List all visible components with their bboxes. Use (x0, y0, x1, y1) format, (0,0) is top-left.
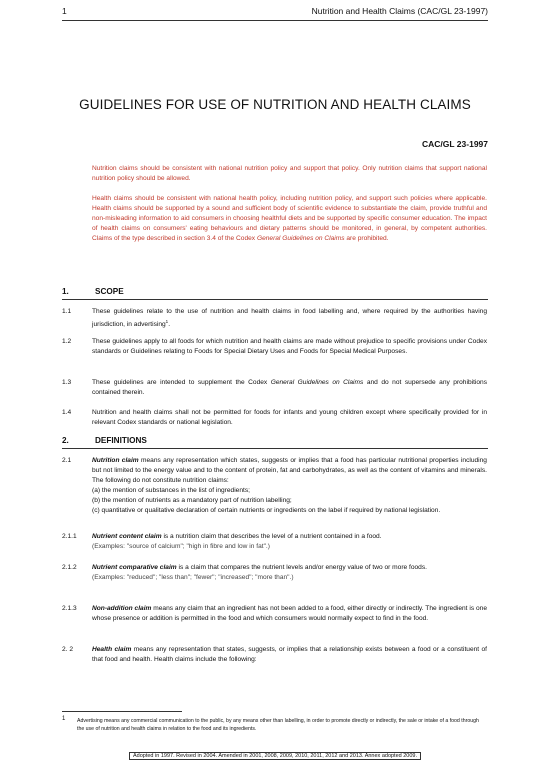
intro-paragraph-1: Nutrition claims should be consistent with national nutrition policy and support that policy. Only nutrition claims that support national nutrition policy should be allowed. (92, 165, 487, 182)
section-title: SCOPE (95, 287, 124, 296)
example-text: (Examples: "source of calcium"; "high in fibre and low in fat".) (92, 543, 270, 550)
section-title: DEFINITIONS (95, 436, 147, 445)
list-item: (b) the mention of nutrients as a mandatory part of nutrition labelling; (92, 497, 292, 504)
document-title: GUIDELINES FOR USE OF NUTRITION AND HEALTH CLAIMS (79, 97, 471, 112)
header-title: Nutrition and Health Claims (CAC/GL 23-1997) (311, 6, 488, 16)
footnote-ref: 1 (165, 319, 169, 324)
intro-paragraph-2: Health claims should be consistent with national health policy, including nutrition policy, and support such policies where applicable. Health claims should be supported by a sound and sufficient body of scientific evidence to substantiate the claim, provide truthful and non-misleading information to aid consumers in choosing healthful diets and be supported by specific consumer education. The impact of health claims on consumers' eating behaviours and dietary patterns should be monitored, in general, by competent authorities. Claims of the type described in section 3.4 of the Codex General Guidelines on Claims are prohibited. (92, 195, 487, 242)
section-heading-scope (62, 287, 488, 300)
footnote (62, 717, 487, 733)
list-item: (a) the mention of substances in the list of ingredients; (92, 487, 250, 494)
running-header (62, 6, 488, 21)
section-heading-definitions (62, 436, 488, 449)
list-item: (c) quantitative or qualitative declaration of certain nutrients or ingredients on the label if required by national legislation. (92, 507, 441, 514)
footnote-number: 1 (62, 716, 66, 722)
footnote-text: Advertising means any commercial communication to the public, by any means other than labelling, in order to promote directly or indirectly, the sale or intake of a food through the use of nutrition and health claims in relation to the food and its ingredients. (77, 718, 479, 732)
section-number: 2. (62, 436, 69, 445)
section-number: 1. (62, 287, 69, 296)
adoption-footer: Adopted in 1997. Revised in 2004. Amended in 2001, 2008, 2009, 2010, 2011, 2012 and 2013. Annex adopted 2009. (129, 752, 421, 760)
document-page: 1 Nutrition and Health Claims (CAC/GL 23-1997) GUIDELINES FOR USE OF NUTRITION AND HEALTH CLAIMS CAC/GL 23-1997 Nutrition claims should be consistent with national nutrition policy and support that policy. Only nutrition claims that support national nutrition policy should be allowed. Health claims should be consistent with national health policy, including nutrition policy, and support such policies where applicable. Health claims should be supported by a sound and sufficient body of scientific evidence to substantiate the claim, provide truthful and non-misleading information to aid consumers in choosing healthful diets and be supported by specific consumer education. The impact of health claims on consumers' eating behaviours and dietary patterns should be monitored, in general, by competent authorities. Claims of the type described in section 3.4 of the Codex General Guidelines on Claims are prohibited. 1. SCOPE 1.1 These guidelines relate to the use of nutrition and health claims in food labelling and, where required by the authorities having jurisdiction, in advertising$^1$. 1.2 These guidelines apply to all foods for which nutrition and health claims are made without prejudice to specific provisions under Codex standards or Guidelines relating to Foods for Special Dietary Uses and Foods for Special Medical Purposes. 1.3 These guidelines are intended to supplement the Codex General Guidelines on Claims and do not supersede any prohibitions contained therein. 1.4 Nutrition and health claims shall not be permitted for foods for infants and young children except where specifically provided for in relevant Codex standards or national legislation. 2. DEFINITIONS 2.1 Nutrition claim means any representation which states, suggests or implies that a food has particular nutritional properties including but not limited to the energy value and to the content of protein, fat and carbohydrates, as well as the content of vitamins and minerals. The following do not constitute nutrition claims: (a) the mention of substances in the list of ingredients; (b) the mention of nutrients as a mandatory part of nutrition labelling; (c) quantitative or qualitative declaration of certain nutrients or ingredients on the label if required by national legislation. 2.1.1 Nutrient content claim is a nutrition claim that describes the level of a nutrient contained in a food. (Examples: "source of calcium"; "high in fibre and low in fat".) 2.1.2 Nutrient comparative claim is a claim that compares the nutrient levels and/or energy value of two or more foods. (Examples: "reduced"; "less than"; "fewer"; "increased"; "more than".) 2.1.3 Non-addition claim means any claim that an ingredient has not been added to a food, either directly or indirectly. The ingredient is one whose presence or addition is permitted in the food and which consumers would normally expect to find in the food. 2. 2 Health claim means any representation that states, suggests, or implies that a relationship exists between a food or a constituent of that food and health. Health claims include the following: 1 Advertising means any commercial communication to the public, by any means other than labelling, in order to promote directly or indirectly, the sale or intake of a food through the use of nutrition and health claims in relation to the food and its ingredients. Adopted in 1997. Revised in 2004. Amended in 2001, 2008, 2009, 2010, 2011, 2012 and 2013. Annex adopted 2009. (62, 6, 488, 759)
footnote-divider (62, 711, 182, 712)
page-number: 1 (62, 6, 67, 16)
example-text: (Examples: "reduced"; "less than"; "fewer"; "increased"; "more than".) (92, 574, 294, 581)
document-code: CAC/GL 23-1997 (422, 139, 488, 149)
